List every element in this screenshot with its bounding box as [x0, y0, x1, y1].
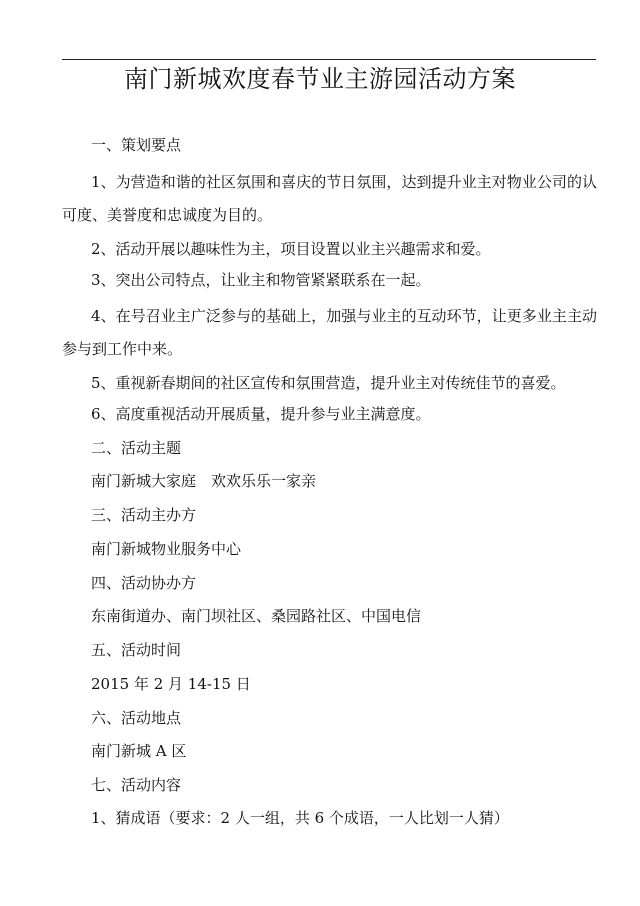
activity-item-1: 1、猜成语（要求：2 人一组，共 6 个成语，一人比划一人猜）: [91, 809, 509, 827]
organizer-text: 南门新城物业服务中心: [91, 540, 242, 558]
section-heading-time: 五、活动时间: [91, 641, 182, 659]
theme-text: 南门新城大家庭 欢欢乐乐一家亲: [91, 472, 317, 490]
section-heading-organizer: 三、活动主办方: [91, 506, 197, 524]
planning-point-2: 2、活动开展以趣味性为主，项目设置以业主兴趣需求和爱。: [91, 240, 491, 258]
planning-point-4: 4、在号召业主广泛参与的基础上，加强与业主的互动环节，让更多业主主动参与到工作中来。: [62, 307, 597, 358]
planning-point-3: 3、突出公司特点，让业主和物管紧紧联系在一起。: [91, 271, 431, 289]
planning-point-6: 6、高度重视活动开展质量，提升参与业主满意度。: [91, 405, 431, 423]
co-organizers-text: 东南街道办、南门坝社区、桑园路社区、中国电信: [91, 607, 422, 625]
event-time-text: 2015 年 2 月 14-15 日: [91, 675, 251, 693]
section-heading-content: 七、活动内容: [91, 776, 182, 794]
location-text: 南门新城 A 区: [91, 742, 187, 760]
section-heading-planning-points: 一、策划要点: [91, 136, 182, 154]
planning-point-5: 5、重视新春期间的社区宣传和氛围营造，提升业主对传统佳节的喜爱。: [91, 374, 566, 392]
planning-point-1: 1、为营造和谐的社区氛围和喜庆的节日氛围，达到提升业主对物业公司的认可度、美誉度和忠诚度为目的。: [62, 173, 597, 224]
section-heading-location: 六、活动地点: [91, 709, 182, 727]
document-title: 南门新城欢度春节业主游园活动方案: [124, 65, 516, 93]
section-heading-theme: 二、活动主题: [91, 439, 182, 457]
section-heading-co-organizers: 四、活动协办方: [91, 574, 197, 592]
